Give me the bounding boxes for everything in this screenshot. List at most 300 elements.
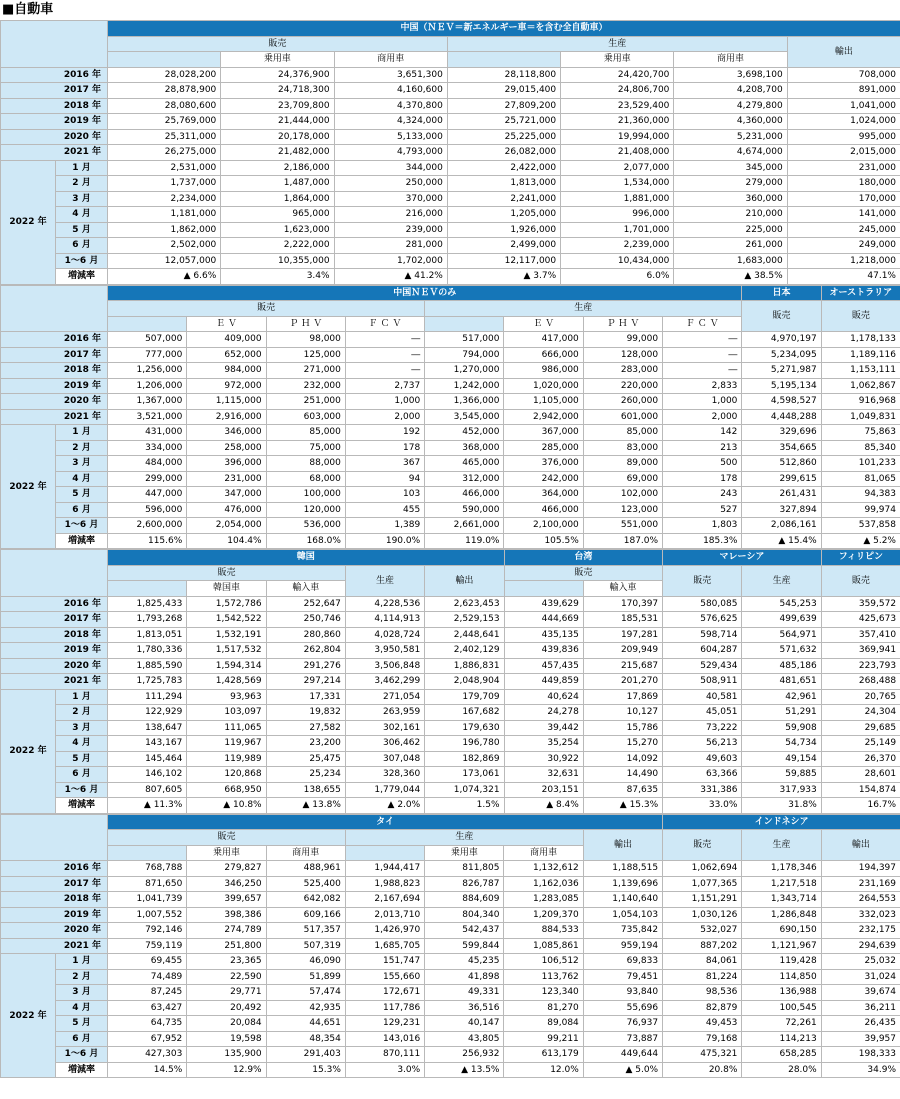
table-cell: 1,218,000 <box>787 253 900 269</box>
table-cell: 119,989 <box>187 751 266 767</box>
table-cell: 517,357 <box>266 923 345 939</box>
table-cell: 2,048,904 <box>425 674 504 690</box>
table-cell: 1,209,370 <box>504 907 583 923</box>
table-cell: 19,598 <box>187 1031 266 1047</box>
table-cell: 274,789 <box>187 923 266 939</box>
header-row <box>1 36 900 52</box>
table-cell: 959,194 <box>583 938 662 954</box>
table-cell: 119,428 <box>742 954 821 970</box>
table-cell: 439,836 <box>504 643 583 659</box>
table-cell: 81,270 <box>504 1000 583 1016</box>
table-cell: 49,453 <box>663 1016 742 1032</box>
table-cell: 1,487,000 <box>221 176 334 192</box>
table-cell: 138,655 <box>266 782 345 798</box>
table-cell: 425,673 <box>821 612 900 628</box>
table-cell: 245,000 <box>787 222 900 238</box>
year-label: 2020 年 <box>1 658 108 674</box>
table-cell: 532,027 <box>663 923 742 939</box>
table-cell: 609,166 <box>266 907 345 923</box>
table-cell: 56,213 <box>663 736 742 752</box>
table-cell: 4,793,000 <box>334 145 447 161</box>
table-cell: 39,674 <box>821 985 900 1001</box>
table-cell: 2,833 <box>663 378 742 394</box>
table-cell: 508,911 <box>663 674 742 690</box>
table-cell: 327,894 <box>742 502 821 518</box>
table-cell: 1,054,103 <box>583 907 662 923</box>
table-cell: 2,054,000 <box>187 518 266 534</box>
table-row <box>1 98 900 114</box>
table-cell: 1,162,036 <box>504 876 583 892</box>
table-cell: 59,908 <box>742 720 821 736</box>
table-cell: 417,000 <box>504 332 583 348</box>
table-cell: 151,747 <box>345 954 424 970</box>
table-cell: 1,389 <box>345 518 424 534</box>
table-cell: 99,000 <box>583 332 662 348</box>
year-label: 2019 年 <box>1 643 108 659</box>
table-cell: 69,455 <box>108 954 187 970</box>
table-cell: 2,239,000 <box>561 238 674 254</box>
year-label: 2018 年 <box>1 98 108 114</box>
table-cell: 485,186 <box>742 658 821 674</box>
column-header: 輸出 <box>787 36 900 67</box>
table-cell: 601,000 <box>583 409 662 425</box>
table-cell: 26,082,000 <box>447 145 560 161</box>
table-cell: 178 <box>663 471 742 487</box>
table-cell: 99,211 <box>504 1031 583 1047</box>
table-cell: 346,250 <box>187 876 266 892</box>
table-cell: 345,000 <box>674 160 787 176</box>
table-cell: 123,340 <box>504 985 583 1001</box>
table-cell: 146,102 <box>108 767 187 783</box>
table-cell: 88,000 <box>266 456 345 472</box>
table-cell: 777,000 <box>108 347 187 363</box>
header-row <box>1 301 900 317</box>
month-label: 5 月 <box>56 751 108 767</box>
table-cell: 20,084 <box>187 1016 266 1032</box>
table-cell: 306,462 <box>345 736 424 752</box>
column-header: 輸出 <box>821 830 900 861</box>
table-cell: 35,254 <box>504 736 583 752</box>
table-cell: 10,127 <box>583 705 662 721</box>
table-cell: 986,000 <box>504 363 583 379</box>
rate-cell: 12.0% <box>504 1062 583 1078</box>
table-cell: 3,698,100 <box>674 67 787 83</box>
table-cell: 69,000 <box>583 471 662 487</box>
table-cell: 536,000 <box>266 518 345 534</box>
table-cell: 182,869 <box>425 751 504 767</box>
rate-cell: 15.3% <box>266 1062 345 1078</box>
header-row <box>1 285 900 301</box>
table-cell: 26,370 <box>821 751 900 767</box>
year-label: 2018 年 <box>1 627 108 643</box>
region-header: 中国ＮＥＶのみ <box>108 285 742 301</box>
table-cell: 299,000 <box>108 471 187 487</box>
table-cell: 1,242,000 <box>425 378 504 394</box>
table-cell: 49,331 <box>425 985 504 1001</box>
table-cell: 94,383 <box>821 487 900 503</box>
table-cell: 28,118,800 <box>447 67 560 83</box>
table-cell: 216,000 <box>334 207 447 223</box>
column-header: 乗用車 <box>561 52 674 68</box>
table-row <box>1 596 900 612</box>
month-label: 6 月 <box>56 1031 108 1047</box>
table-cell: 89,084 <box>504 1016 583 1032</box>
table-cell: 2,086,161 <box>742 518 821 534</box>
table-cell: 1,426,970 <box>345 923 424 939</box>
table-cell: 466,000 <box>504 502 583 518</box>
table-row <box>1 985 900 1001</box>
table-cell: 68,000 <box>266 471 345 487</box>
header-row <box>1 21 900 37</box>
table-row <box>1 612 900 628</box>
table-cell: 23,529,400 <box>561 98 674 114</box>
table-cell: 94 <box>345 471 424 487</box>
table-cell: 2,077,000 <box>561 160 674 176</box>
table-cell: 1,085,861 <box>504 938 583 954</box>
month-label: 6 月 <box>56 502 108 518</box>
rate-cell: 190.0% <box>345 533 424 549</box>
year-group-label: 2022 年 <box>1 425 56 549</box>
table-cell: 297,214 <box>266 674 345 690</box>
table-row <box>1 238 900 254</box>
table-cell: 26,435 <box>821 1016 900 1032</box>
table-cell: 455 <box>345 502 424 518</box>
column-header: 販売 <box>108 36 448 52</box>
rate-cell: 47.1% <box>787 269 900 285</box>
rate-cell: 20.8% <box>663 1062 742 1078</box>
table-cell: 239,000 <box>334 222 447 238</box>
table-cell: 21,444,000 <box>221 114 334 130</box>
table-cell: 439,629 <box>504 596 583 612</box>
column-header: Ｐ Ｈ Ｖ <box>583 316 662 332</box>
table-row <box>1 720 900 736</box>
table-cell: 260,000 <box>583 394 662 410</box>
month-label: 4 月 <box>56 736 108 752</box>
table-cell: 170,397 <box>583 596 662 612</box>
table-cell: 367 <box>345 456 424 472</box>
table-cell: 984,000 <box>187 363 266 379</box>
table-row <box>1 394 900 410</box>
table-cell: 1,270,000 <box>425 363 504 379</box>
table-cell: 5,234,095 <box>742 347 821 363</box>
table-row <box>1 207 900 223</box>
table-cell: 59,885 <box>742 767 821 783</box>
table-cell: ― <box>663 363 742 379</box>
column-header: 販売 <box>108 830 346 846</box>
table-cell: 916,968 <box>821 394 900 410</box>
month-label: 6 月 <box>56 238 108 254</box>
table-cell: 123,000 <box>583 502 662 518</box>
table-cell: 100,545 <box>742 1000 821 1016</box>
table-cell: 67,952 <box>108 1031 187 1047</box>
table-cell: 27,582 <box>266 720 345 736</box>
rate-cell: 104.4% <box>187 533 266 549</box>
table-cell: 28,601 <box>821 767 900 783</box>
month-label: 5 月 <box>56 222 108 238</box>
table-cell: 29,771 <box>187 985 266 1001</box>
table-cell: 138,647 <box>108 720 187 736</box>
year-label: 2019 年 <box>1 114 108 130</box>
column-header: 輸出 <box>583 830 662 861</box>
rate-cell: ▲ 8.4% <box>504 798 583 814</box>
table-cell: 768,788 <box>108 861 187 877</box>
table-cell: 369,941 <box>821 643 900 659</box>
table-cell: 3,462,299 <box>345 674 424 690</box>
table-cell: 4,279,800 <box>674 98 787 114</box>
table-cell: 25,769,000 <box>108 114 221 130</box>
table-cell: 891,000 <box>787 83 900 99</box>
table-cell: ― <box>663 332 742 348</box>
table-cell: 285,000 <box>504 440 583 456</box>
region-header: オーストラリア <box>821 285 900 301</box>
table-cell: 2,531,000 <box>108 160 221 176</box>
table-row <box>1 907 900 923</box>
table-cell: 995,000 <box>787 129 900 145</box>
table-cell: 481,651 <box>742 674 821 690</box>
month-label: 1 月 <box>56 689 108 705</box>
table-cell: 1,115,000 <box>187 394 266 410</box>
table-cell: 25,475 <box>266 751 345 767</box>
table-cell: 396,000 <box>187 456 266 472</box>
table-cell: 364,000 <box>504 487 583 503</box>
month-label: 3 月 <box>56 191 108 207</box>
table-cell: 4,970,197 <box>742 332 821 348</box>
table-cell: 4,114,913 <box>345 612 424 628</box>
table-cell: 2,942,000 <box>504 409 583 425</box>
table-cell: 1,701,000 <box>561 222 674 238</box>
table-cell: 201,270 <box>583 674 662 690</box>
table-cell: 30,922 <box>504 751 583 767</box>
column-header: 販売 <box>504 565 663 581</box>
table-cell: 666,000 <box>504 347 583 363</box>
table-cell: 29,685 <box>821 720 900 736</box>
table-cell: 1,256,000 <box>108 363 187 379</box>
month-label: 1～6 月 <box>56 518 108 534</box>
table-cell: 243 <box>663 487 742 503</box>
table-cell: 1,217,518 <box>742 876 821 892</box>
table-cell: 1,286,848 <box>742 907 821 923</box>
table-row <box>1 83 900 99</box>
table-corner <box>1 21 108 68</box>
table-cell: 192 <box>345 425 424 441</box>
table-row <box>1 425 900 441</box>
table-cell: 49,154 <box>742 751 821 767</box>
table-cell: 965,000 <box>221 207 334 223</box>
table-cell: 143,167 <box>108 736 187 752</box>
table-cell: 4,208,700 <box>674 83 787 99</box>
table-cell: 167,682 <box>425 705 504 721</box>
table-cell: 128,000 <box>583 347 662 363</box>
column-header: 商用車 <box>266 845 345 861</box>
table-cell: 185,531 <box>583 612 662 628</box>
column-header: 商用車 <box>674 52 787 68</box>
table-row <box>1 658 900 674</box>
rate-cell: 1.5% <box>425 798 504 814</box>
year-label: 2020 年 <box>1 394 108 410</box>
table-cell: 122,929 <box>108 705 187 721</box>
table-row <box>1 1016 900 1032</box>
table-row <box>1 892 900 908</box>
table-cell: 1,702,000 <box>334 253 447 269</box>
table-cell: 1,188,515 <box>583 861 662 877</box>
rate-cell: 115.6% <box>108 533 187 549</box>
table-cell: 28,080,600 <box>108 98 221 114</box>
month-label: 3 月 <box>56 720 108 736</box>
table-cell: 1,020,000 <box>504 378 583 394</box>
table-cell: 85,000 <box>266 425 345 441</box>
table-cell: 466,000 <box>425 487 504 503</box>
rate-cell: 168.0% <box>266 533 345 549</box>
table-cell: 4,228,536 <box>345 596 424 612</box>
column-header: 販売 <box>821 565 900 596</box>
table-cell: 21,360,000 <box>561 114 674 130</box>
table-cell: 409,000 <box>187 332 266 348</box>
table-cell: 32,631 <box>504 767 583 783</box>
table-cell: 1,189,116 <box>821 347 900 363</box>
table-cell: 45,235 <box>425 954 504 970</box>
table-cell: 99,974 <box>821 502 900 518</box>
table-cell: 545,253 <box>742 596 821 612</box>
table-cell: 40,147 <box>425 1016 504 1032</box>
rate-label: 増減率 <box>56 798 108 814</box>
table-cell: 1,572,786 <box>187 596 266 612</box>
table-cell: 368,000 <box>425 440 504 456</box>
table-row <box>1 145 900 161</box>
table-cell: 1,077,365 <box>663 876 742 892</box>
year-label: 2019 年 <box>1 907 108 923</box>
table-row <box>1 363 900 379</box>
rate-cell: ▲ 11.3% <box>108 798 187 814</box>
year-label: 2018 年 <box>1 363 108 379</box>
table-cell: 2,502,000 <box>108 238 221 254</box>
table-cell: 172,671 <box>345 985 424 1001</box>
column-header: Ｆ Ｃ Ｖ <box>663 316 742 332</box>
table-cell: 24,376,900 <box>221 67 334 83</box>
table-cell: 1,944,417 <box>345 861 424 877</box>
table-cell: 449,644 <box>583 1047 662 1063</box>
region-header: 中国（ＮＥＶ＝新エネルギー車＝を含む全自動車） <box>108 21 900 37</box>
table-cell: 49,603 <box>663 751 742 767</box>
column-header: 販売 <box>821 301 900 332</box>
month-label: 1～6 月 <box>56 1047 108 1063</box>
month-label: 4 月 <box>56 207 108 223</box>
table-cell: 17,869 <box>583 689 662 705</box>
column-header: Ｆ Ｃ Ｖ <box>345 316 424 332</box>
table-cell: 1,428,569 <box>187 674 266 690</box>
header-row <box>1 52 900 68</box>
table-cell: 370,000 <box>334 191 447 207</box>
table-row <box>1 969 900 985</box>
month-label: 3 月 <box>56 985 108 1001</box>
month-label: 2 月 <box>56 176 108 192</box>
table-cell: 1,725,783 <box>108 674 187 690</box>
table-cell: 1,926,000 <box>447 222 560 238</box>
rate-cell: 105.5% <box>504 533 583 549</box>
rate-row <box>1 798 900 814</box>
table-cell: 2,100,000 <box>504 518 583 534</box>
table-cell: 23,365 <box>187 954 266 970</box>
table-row <box>1 705 900 721</box>
table-cell: 264,553 <box>821 892 900 908</box>
table-cell: 93,840 <box>583 985 662 1001</box>
table-cell: 24,806,700 <box>561 83 674 99</box>
table-row <box>1 782 900 798</box>
table-cell: 223,793 <box>821 658 900 674</box>
table-cell: 1,780,336 <box>108 643 187 659</box>
table-cell: 106,512 <box>504 954 583 970</box>
table-cell: 431,000 <box>108 425 187 441</box>
table-cell: 331,386 <box>663 782 742 798</box>
table-cell: ― <box>663 347 742 363</box>
table-cell: 82,879 <box>663 1000 742 1016</box>
column-header: 生産 <box>447 36 787 52</box>
column-header: Ｐ Ｈ Ｖ <box>266 316 345 332</box>
table-cell: 1,517,532 <box>187 643 266 659</box>
table-cell: 251,000 <box>266 394 345 410</box>
table-cell: 2,013,710 <box>345 907 424 923</box>
table-cell: 40,581 <box>663 689 742 705</box>
month-label: 4 月 <box>56 1000 108 1016</box>
table-cell: 209,949 <box>583 643 662 659</box>
table-cell: 1,813,000 <box>447 176 560 192</box>
table-cell: 117,786 <box>345 1000 424 1016</box>
rate-cell: 119.0% <box>425 533 504 549</box>
rate-cell: 187.0% <box>583 533 662 549</box>
table-cell: 103,097 <box>187 705 266 721</box>
table-cell: 19,832 <box>266 705 345 721</box>
table-row <box>1 502 900 518</box>
table-cell: 20,178,000 <box>221 129 334 145</box>
table-row <box>1 1031 900 1047</box>
table-row <box>1 378 900 394</box>
table-cell: 136,988 <box>742 985 821 1001</box>
rate-cell: ▲ 15.3% <box>583 798 662 814</box>
table-cell: 120,868 <box>187 767 266 783</box>
table-row <box>1 456 900 472</box>
table-cell: 102,000 <box>583 487 662 503</box>
table-cell: 111,294 <box>108 689 187 705</box>
column-header <box>447 52 560 68</box>
table-cell: 258,000 <box>187 440 266 456</box>
table-row <box>1 332 900 348</box>
header-row <box>1 565 900 581</box>
table-cell: 576,625 <box>663 612 742 628</box>
table-cell: 564,971 <box>742 627 821 643</box>
table-cell: 596,000 <box>108 502 187 518</box>
table-cell: 1,532,191 <box>187 627 266 643</box>
table-cell: 242,000 <box>504 471 583 487</box>
table-cell: 2,241,000 <box>447 191 560 207</box>
table-cell: 69,833 <box>583 954 662 970</box>
table-cell: 280,860 <box>266 627 345 643</box>
table-cell: 215,687 <box>583 658 662 674</box>
table-cell: 24,718,300 <box>221 83 334 99</box>
year-label: 2016 年 <box>1 332 108 348</box>
table-cell: 15,786 <box>583 720 662 736</box>
table-cell: 36,516 <box>425 1000 504 1016</box>
table-cell: 119,967 <box>187 736 266 752</box>
table-cell: 23,200 <box>266 736 345 752</box>
table-cell: 196,780 <box>425 736 504 752</box>
year-label: 2017 年 <box>1 876 108 892</box>
table-cell: 1,041,739 <box>108 892 187 908</box>
table-cell: 4,448,288 <box>742 409 821 425</box>
table-cell: 1,030,126 <box>663 907 742 923</box>
table-cell: 1,049,831 <box>821 409 900 425</box>
table-cell: 73,222 <box>663 720 742 736</box>
table-cell: 1,367,000 <box>108 394 187 410</box>
column-header <box>345 845 424 861</box>
